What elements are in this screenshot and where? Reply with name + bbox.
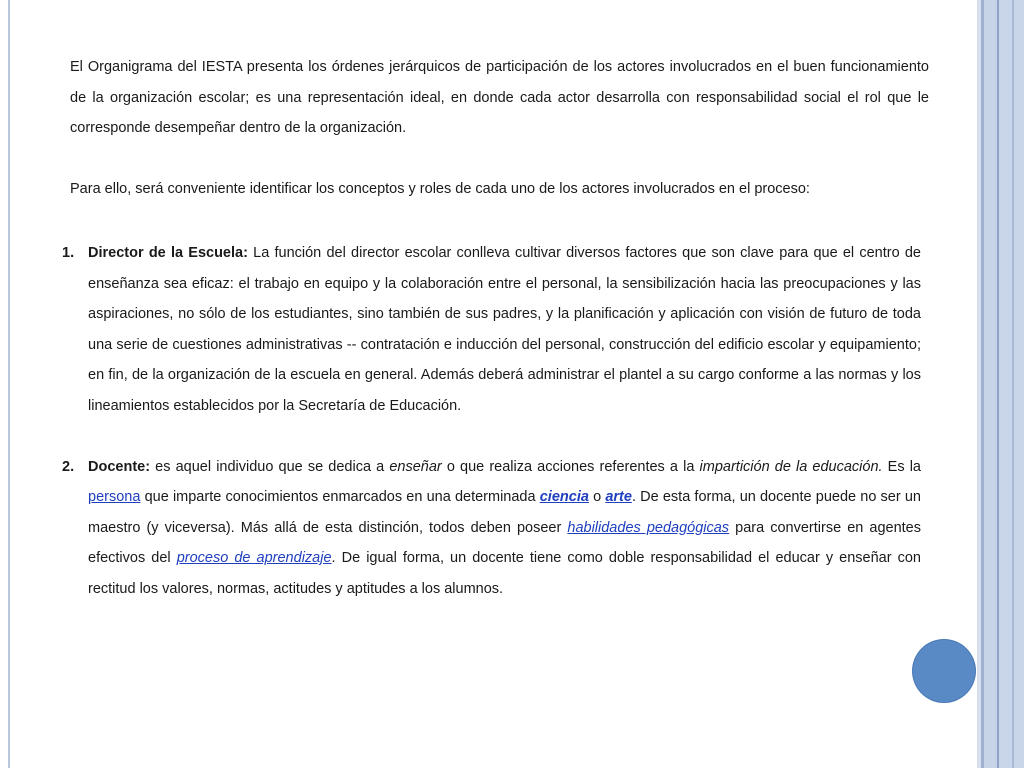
right-border-stripe <box>1012 0 1014 768</box>
item-text: . De igual forma, un docente tiene como doble responsabilidad el educar y enseñar con rectitud los valores, normas, actitudes y aptitudes a los alumnos. <box>88 550 921 597</box>
link-persona[interactable]: persona <box>88 489 141 506</box>
link-arte[interactable]: arte <box>605 489 632 506</box>
intro-lead-paragraph: Para ello, será conveniente identificar los conceptos y roles de cada uno de los actores involucrados en el proceso: <box>70 180 810 197</box>
list-number: 2. <box>62 458 75 475</box>
decorative-circle <box>913 640 975 702</box>
item-text: para convertirse en agentes efectivos del <box>88 519 921 567</box>
intro-section <box>70 52 929 204</box>
left-border-line <box>8 0 10 768</box>
item-heading: Docente: <box>88 458 151 475</box>
list-item-docente <box>62 452 921 605</box>
item-text: o que realiza acciones referentes a la <box>441 458 700 475</box>
right-border-stripe <box>984 0 997 768</box>
item-text: La función del director escolar conlleva cultivar diversos factores que son clave para que el centro de enseñanza sea eficaz: el trabajo en equipo y la colaboración entre el personal, la sensibilización hacia las preocupaciones y las aspiraciones, no sólo de los estudiantes, sino también de sus padres, y la planificación y aplicación con visión de futuro de toda una serie de cuestiones administrativas -- contratación e inducción del personal, construcción del edificio escolar y equipamiento; en fin, de la organización de la escuela en general. Además deberá administrar el plantel a su cargo conforme a las normas y los lineamientos establecidos por la Secretaría de Educación. <box>88 245 921 414</box>
item-text: o <box>588 489 606 506</box>
item-text: es aquel individuo que se dedica a <box>150 458 390 475</box>
item-text: que imparte conocimientos enmarcados en una determinada <box>140 489 540 506</box>
item-text-italic: enseñar <box>389 458 442 475</box>
list-number: 1. <box>62 245 75 261</box>
item-text: . De esta forma, un docente puede no ser un maestro (y viceversa). Más allá de esta distinción, todos deben poseer <box>88 489 921 536</box>
link-ciencia[interactable]: ciencia <box>539 489 589 506</box>
link-proceso-de-aprendizaje[interactable]: proceso de aprendizaje <box>176 550 332 567</box>
roles-list <box>62 238 921 605</box>
list-item-director <box>62 238 921 422</box>
item-heading: Director de la Escuela: <box>88 245 248 261</box>
item-text-italic: impartición de la educación. <box>699 458 883 475</box>
link-habilidades-pedagogicas[interactable]: habilidades pedagógicas <box>567 519 730 536</box>
item-text: Es la <box>882 458 921 475</box>
intro-paragraph: El Organigrama del IESTA presenta los órdenes jerárquicos de participación de los actores involucrados en el buen funcionamiento de la organización escolar; es una representación ideal, en donde cada actor desarrolla con responsabilidad social el rol que le corresponde desempeñar dentro de la organización. <box>70 59 929 137</box>
